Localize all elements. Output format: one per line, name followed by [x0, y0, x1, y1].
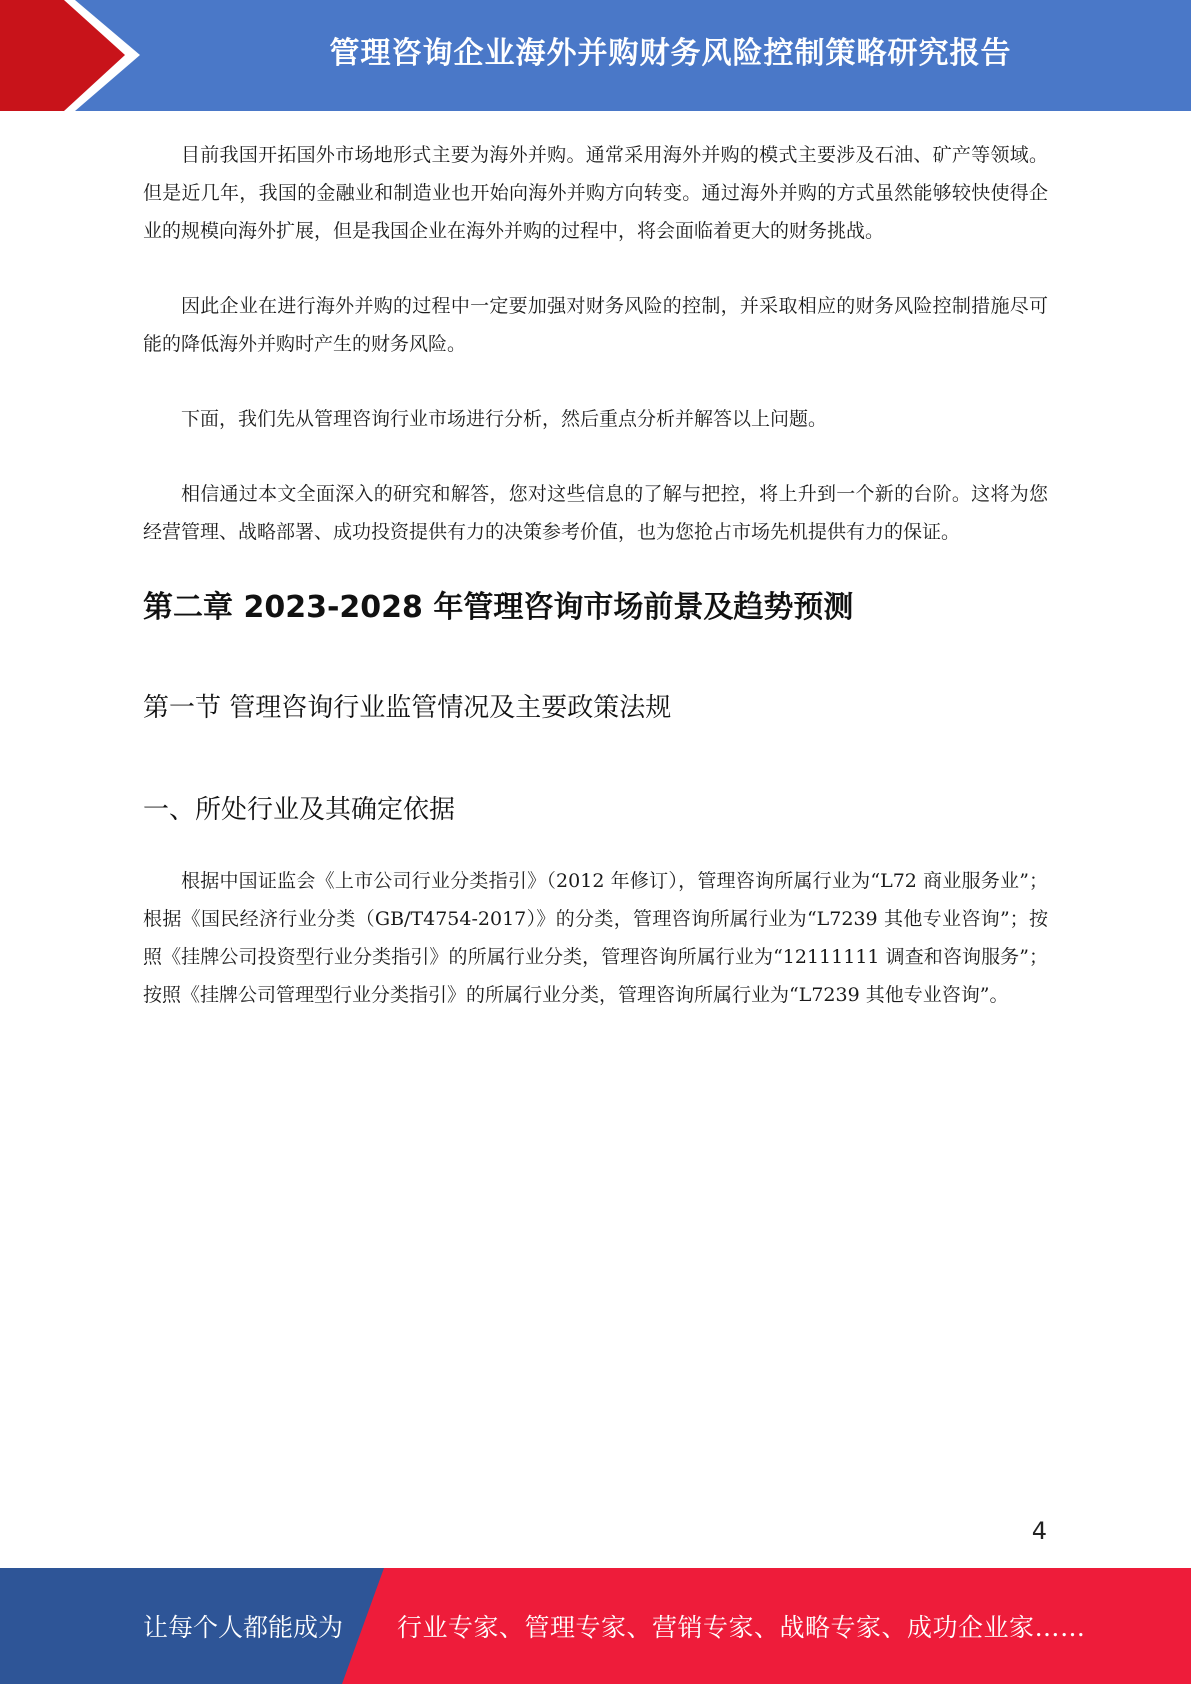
- paragraph-industry-classification: 根据中国证监会《上市公司行业分类指引》（2012 年修订），管理咨询所属行业为“L72 商业服务业”；根据《国民经济行业分类（GB/T4754-2017）》的分类，管理咨询所属行业为“L7239 其他专业咨询”；按照《挂牌公司投资型行业分类指引》的所属行业分类，管理咨询所属行业为“12111111 调查和咨询服务”；按照《挂牌公司管理型行业分类指引》的所属行业分类，管理咨询所属行业为“L7239 其他专业咨询”。: [143, 870, 1048, 1006]
- chapter-heading: 第二章 2023-2028 年管理咨询市场前景及趋势预测: [143, 590, 854, 625]
- paragraph-overseas-mna: 目前我国开拓国外市场地形式主要为海外并购。通常采用海外并购的模式主要涉及石油、矿产等领域。但是近几年，我国的金融业和制造业也开始向海外并购方向转变。通过海外并购的方式虽然能够较快使得企业的规模向海外扩展，但是我国企业在海外并购的过程中，将会面临着更大的财务挑战。: [143, 144, 1048, 242]
- subsection-heading: 一、所处行业及其确定依据: [143, 795, 456, 825]
- footer-banner: [0, 1568, 1191, 1684]
- footer-slogan-right: 行业专家、管理专家、营销专家、战略专家、成功企业家……: [397, 1613, 1086, 1642]
- header-banner: [0, 0, 1191, 111]
- paragraph-analysis-plan: 下面，我们先从管理咨询行业市场进行分析，然后重点分析并解答以上问题。: [181, 408, 828, 430]
- paragraph-value: 相信通过本文全面深入的研究和解答，您对这些信息的了解与把控，将上升到一个新的台阶。这将为您经营管理、战略部署、成功投资提供有力的决策参考价值，也为您抢占市场先机提供有力的保证。: [143, 483, 1048, 543]
- page-number: 4: [1031, 1517, 1047, 1545]
- document-title: 管理咨询企业海外并购财务风险控制策略研究报告: [329, 36, 1012, 71]
- paragraph-risk-control: 因此企业在进行海外并购的过程中一定要加强对财务风险的控制，并采取相应的财务风险控制措施尽可能的降低海外并购时产生的财务风险。: [143, 295, 1048, 355]
- page-content: [143, 136, 1048, 1051]
- section-heading: 第一节 管理咨询行业监管情况及主要政策法规: [143, 693, 672, 723]
- footer-slogan-left: 让每个人都能成为: [143, 1613, 344, 1642]
